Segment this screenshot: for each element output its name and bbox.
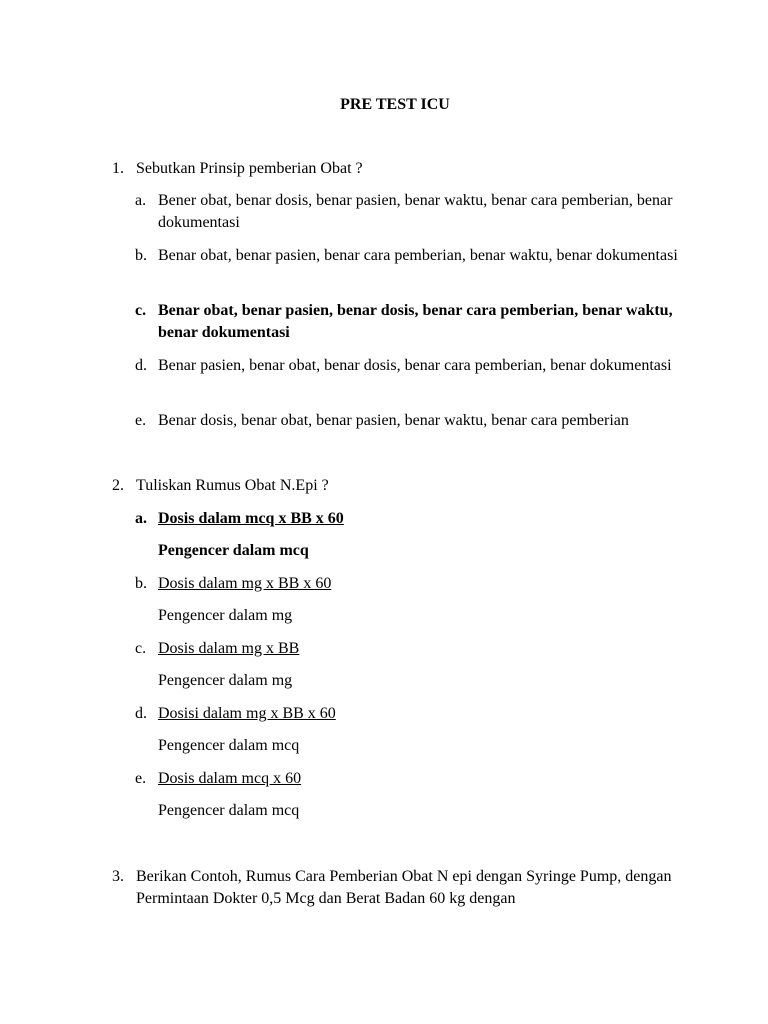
q2-option-a-correct xyxy=(135,508,695,530)
q1-option-c-correct xyxy=(135,300,695,344)
option-letter: d. xyxy=(135,705,147,722)
q2-option-c xyxy=(135,638,695,660)
option-letter: a. xyxy=(135,192,147,209)
formula-denominator: Pengencer dalam mg xyxy=(158,607,293,624)
q1-option-e xyxy=(135,410,695,432)
q1-option-d xyxy=(135,355,695,377)
formula-numerator: Dosisi dalam mg x BB x 60 xyxy=(158,705,336,722)
formula-numerator: Dosis dalam mcq x BB x 60 xyxy=(158,510,344,527)
option-letter: c. xyxy=(135,302,147,319)
formula-denominator: Pengencer dalam mcq xyxy=(158,542,309,559)
option-text: Bener obat, benar dosis, benar pasien, benar waktu, benar cara pemberian, benar dokumentasi xyxy=(158,192,673,231)
q2-option-d xyxy=(135,703,695,725)
option-text: Benar obat, benar pasien, benar cara pemberian, benar waktu, benar dokumentasi xyxy=(158,247,678,264)
question-2 xyxy=(112,475,692,497)
q1-option-b xyxy=(135,245,695,267)
formula-numerator: Dosis dalam mg x BB xyxy=(158,640,300,657)
option-letter: e. xyxy=(135,412,147,429)
question-3 xyxy=(112,866,682,910)
document-title: PRE TEST ICU xyxy=(340,96,450,113)
question-number: 3. xyxy=(112,868,124,885)
formula-denominator: Pengencer dalam mg xyxy=(158,672,293,689)
formula-numerator: Dosis dalam mcq x 60 xyxy=(158,770,302,787)
option-letter: a. xyxy=(135,510,147,527)
q1-option-a xyxy=(135,190,695,234)
option-letter: d. xyxy=(135,357,147,374)
question-text: Tuliskan Rumus Obat N.Epi ? xyxy=(136,477,329,494)
q2-option-e xyxy=(135,768,695,790)
question-text: Berikan Contoh, Rumus Cara Pemberian Obat N epi dengan Syringe Pump, dengan Permintaan Dokter 0,5 Mcg dan Berat Badan 60 kg dengan xyxy=(136,868,672,907)
question-text: Sebutkan Prinsip pemberian Obat ? xyxy=(136,160,363,177)
option-letter: b. xyxy=(135,575,147,592)
option-text: Benar pasien, benar obat, benar dosis, benar cara pemberian, benar dokumentasi xyxy=(158,357,672,374)
option-letter: e. xyxy=(135,770,147,787)
option-text: Benar dosis, benar obat, benar pasien, benar waktu, benar cara pemberian xyxy=(158,412,629,429)
formula-denominator: Pengencer dalam mcq xyxy=(158,737,300,754)
option-text: Benar obat, benar pasien, benar dosis, benar cara pemberian, benar waktu, benar dokumentasi xyxy=(158,302,673,341)
question-number: 2. xyxy=(112,477,124,494)
question-1 xyxy=(112,158,692,180)
formula-denominator: Pengencer dalam mcq xyxy=(158,802,300,819)
option-letter: c. xyxy=(135,640,147,657)
formula-numerator: Dosis dalam mg x BB x 60 xyxy=(158,575,332,592)
option-letter: b. xyxy=(135,247,147,264)
q2-option-b xyxy=(135,573,695,595)
question-number: 1. xyxy=(112,160,124,177)
